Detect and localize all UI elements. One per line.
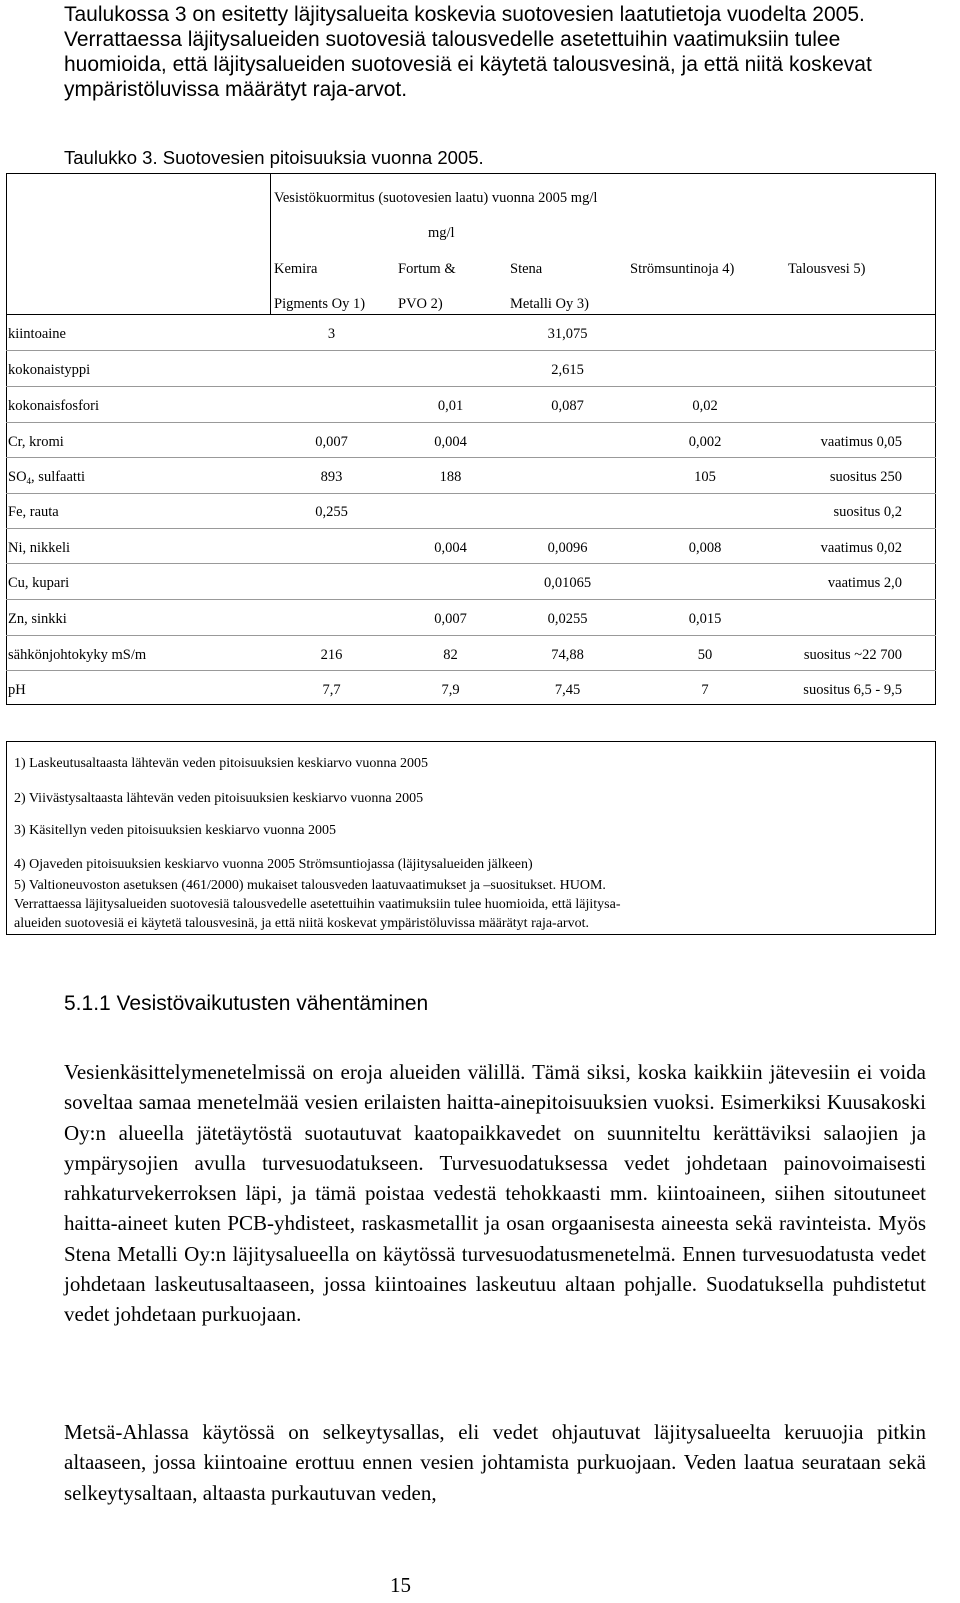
col-header-stena-2: Metalli Oy 3) [510, 296, 589, 312]
row-label: pH [8, 682, 26, 698]
row-label-rest: , sulfaatti [31, 469, 86, 485]
notes-border-bottom [6, 934, 936, 935]
cell-fortum: 82 [443, 647, 458, 663]
col-header-kemira-2: Pigments Oy 1) [274, 296, 366, 312]
row-label: Ni, nikkeli [8, 540, 71, 556]
cell-fortum: 0,01 [437, 398, 464, 414]
row-divider [6, 493, 936, 494]
cell-talous: suositus 250 [829, 469, 902, 485]
notes-border-right [935, 741, 936, 935]
row-label: kiintoaine [8, 326, 66, 342]
cell-talous: vaatimus 2,0 [827, 575, 902, 591]
cell-strom: 105 [694, 469, 716, 485]
footnote: 5) Valtioneuvoston asetuksen (461/2000) mukaiset talousveden laatuvaatimukset ja –suositukset. HUOM. [14, 878, 606, 893]
row-label-main: SO [8, 469, 27, 485]
notes-border-top [6, 741, 936, 742]
col-header-strom: Strömsuntinoja 4) [630, 261, 735, 277]
water-quality-table [6, 173, 936, 705]
footnote: 1) Laskeutusaltaasta lähtevän veden pitoisuuksien keskiarvo vuonna 2005 [14, 756, 429, 771]
table-header-title: Vesistökuormitus (suotovesien laatu) vuonna 2005 mg/l [274, 190, 598, 206]
row-divider [6, 422, 936, 423]
row-label [8, 468, 85, 490]
table-header-divider [6, 314, 936, 315]
cell-talous: vaatimus 0,02 [820, 540, 902, 556]
cell-kemira: 7,7 [322, 682, 341, 698]
body-paragraph-1: Vesienkäsittelymenetelmissä on eroja alueiden välillä. Tämä siksi, koska kaikkiin jätevesiin ei voida soveltaa samaa menetelmää vesien erilaisten haitta-ainepitoisuuksien vuoksi. Esimerkiksi Kuusakoski Oy:n alueella jätetäytöstä suotautuvat kaatopaikkavedet on suunniteltu kerättäviksi salaojien ja ympärysojien avulla turvesuodatukseen. Turvesuodatuksessa vedet johdetaan painovoimaisesti rahkaturvekerroksen läpi, ja tämä poistaa vedestä tehokkaasti mm. kiintoaineen, siihen sitoutuneet haitta-aineet kuten PCB-yhdisteet, raskasmetallit ja osan orgaanisesta aineesta sekä ravinteista. Myös Stena Metalli Oy:n läjitysalueella on käytössä turvesuodatusmenetelmä. Ennen turvesuodatusta vedet johdetaan laskeutusaltaaseen, jossa kiintoaines laskeutuu altaan pohjalle. Suodatuksella puhdistetut vedet johdetaan purkuojaan. [64, 1060, 926, 1327]
cell-kemira: 893 [320, 469, 343, 485]
table-header-unit: mg/l [428, 225, 455, 241]
row-label: kokonaisfosfori [8, 398, 100, 414]
cell-kemira: 3 [327, 326, 336, 342]
cell-stena: 0,0255 [547, 611, 588, 627]
row-label: sähkönjohtokyky mS/m [8, 647, 147, 663]
col-header-talous: Talousvesi 5) [788, 261, 866, 277]
cell-talous: vaatimus 0,05 [820, 434, 902, 450]
table-border-top [6, 173, 936, 174]
row-label-subscript: 4 [26, 476, 32, 486]
cell-strom: 50 [697, 647, 713, 663]
cell-strom: 0,008 [688, 540, 722, 556]
cell-stena: 74,88 [551, 647, 584, 663]
row-label: kokonaistyppi [8, 362, 91, 378]
footnote: 2) Viivästysaltaasta lähtevän veden pitoisuuksien keskiarvo vuonna 2005 [14, 791, 424, 806]
cell-strom: 0,015 [688, 611, 722, 627]
cell-strom: 0,002 [688, 434, 722, 450]
cell-fortum: 0,004 [434, 434, 467, 450]
cell-strom: 7 [701, 682, 709, 698]
cell-stena: 0,0096 [547, 540, 588, 556]
row-label: Cu, kupari [8, 575, 70, 591]
cell-stena: 2,615 [551, 362, 584, 378]
cell-strom: 0,02 [692, 398, 718, 414]
footnote: alueiden suotovesiä ei käytetä talousvesinä, ja että niitä koskevat ympäristöluvissa määrätyt raja-arvot. [14, 916, 589, 931]
cell-kemira: 0,007 [315, 434, 348, 450]
intro-paragraph: Taulukossa 3 on esitetty läjitysalueita koskevia suotovesien laatutietoja vuodelta 2005. Verrattaessa läjitysalueiden suotovesiä talousvedelle asetettuihin vaatimuksiin tulee huomioida, että läjitysalueiden suotovesiä ei käytetä talousvesinä, ja että niitä koskevat ympäristöluvissa määrätyt raja-arvot. [64, 3, 872, 101]
section-heading: 5.1.1 Vesistövaikutusten vähentäminen [64, 992, 429, 1015]
cell-talous: suositus ~22 700 [803, 647, 902, 663]
col-header-fortum-2: PVO 2) [398, 296, 443, 312]
cell-fortum: 7,9 [441, 682, 460, 698]
cell-stena: 7,45 [554, 682, 581, 698]
col-header-fortum-1: Fortum & [398, 261, 456, 277]
table-caption: Taulukko 3. Suotovesien pitoisuuksia vuonna 2005. [64, 147, 484, 168]
col-header-kemira-1: Kemira [274, 261, 318, 277]
footnote: Verrattaessa läjitysalueiden suotovesiä talousvedelle asetettuihin vaatimuksiin tulee huomioida, että läjitysa- [14, 897, 621, 912]
page-number: 15 [390, 1573, 411, 1597]
cell-kemira: 216 [320, 647, 343, 663]
row-divider [6, 350, 936, 351]
cell-stena: 31,075 [547, 326, 588, 342]
cell-fortum: 0,007 [434, 611, 467, 627]
row-divider [6, 635, 936, 636]
row-divider [6, 599, 936, 600]
row-label: Cr, kromi [8, 434, 64, 450]
row-divider [6, 457, 936, 458]
table-border-right [935, 173, 936, 705]
table-border-left [6, 173, 7, 705]
body-paragraph-2: Metsä-Ahlassa käytössä on selkeytysallas, eli vedet ohjautuvat läjitysalueelta keruuojia pitkin altaaseen, jossa kiintoaine erottuu ennen vesien johtamista purkuojaan. Veden laatua seurataan sekä selkeytysaltaan, altaasta purkautuvan veden, [64, 1420, 926, 1505]
row-divider [6, 670, 936, 671]
row-divider [6, 386, 936, 387]
cell-stena: 0,087 [551, 398, 584, 414]
cell-talous: suositus 0,2 [833, 504, 902, 520]
table-border-bottom [6, 704, 936, 705]
row-label: Fe, rauta [8, 504, 59, 520]
table-col-divider [270, 173, 271, 314]
row-divider [6, 563, 936, 564]
cell-stena: 0,01065 [543, 575, 592, 591]
footnotes-box [6, 741, 936, 935]
cell-fortum: 188 [439, 469, 462, 485]
cell-kemira: 0,255 [315, 504, 348, 520]
footnote: 4) Ojaveden pitoisuuksien keskiarvo vuonna 2005 Strömsuntiojassa (läjitysalueiden jälkeen) [14, 857, 533, 872]
cell-fortum: 0,004 [434, 540, 467, 556]
cell-talous: suositus 6,5 - 9,5 [803, 682, 902, 698]
row-label: Zn, sinkki [8, 611, 67, 627]
col-header-stena-1: Stena [510, 261, 543, 277]
row-divider [6, 528, 936, 529]
notes-border-left [6, 741, 7, 935]
footnote: 3) Käsitellyn veden pitoisuuksien keskiarvo vuonna 2005 [14, 823, 336, 838]
